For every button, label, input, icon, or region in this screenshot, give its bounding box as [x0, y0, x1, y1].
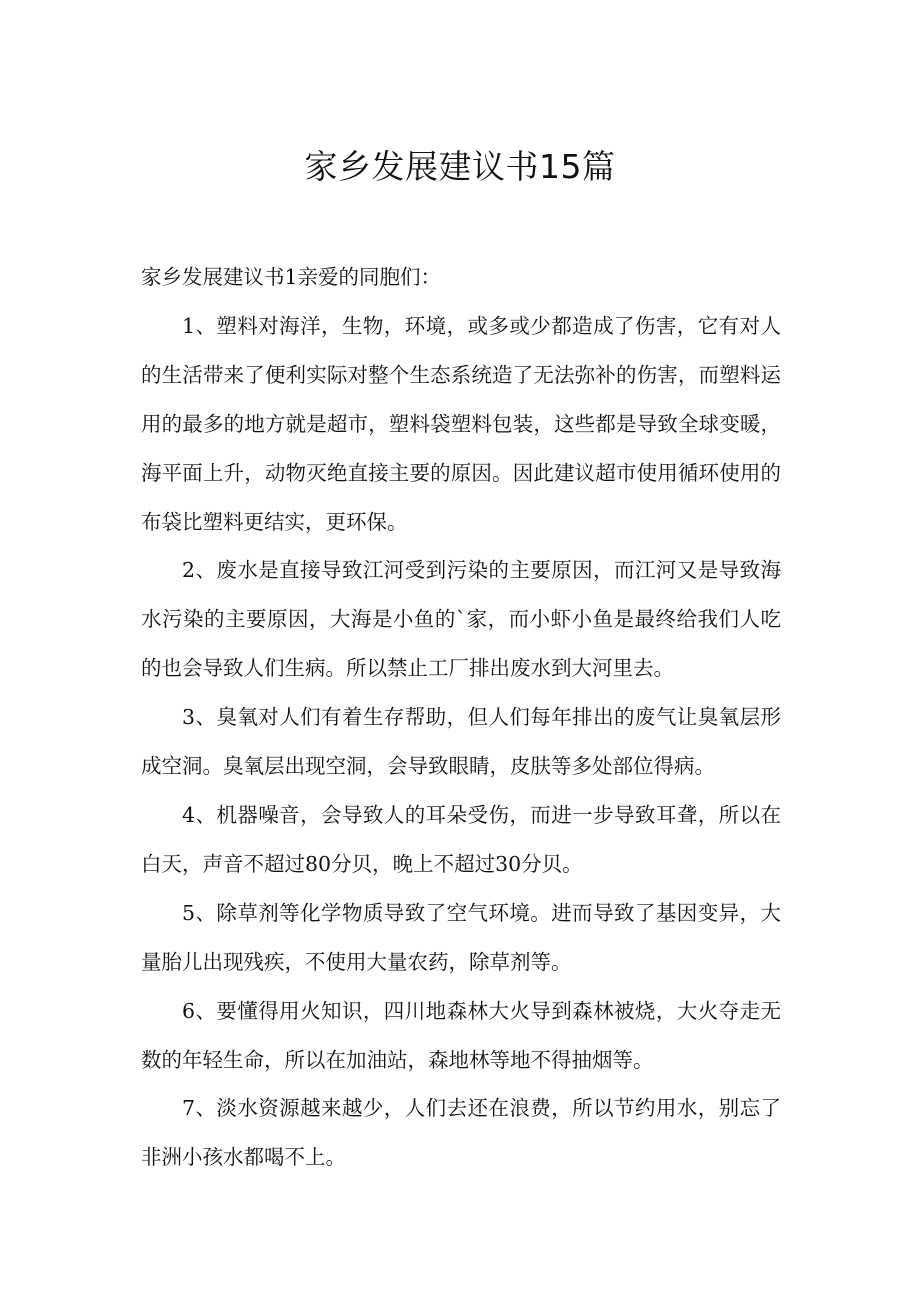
suggestion-paragraph-5: 5、除草剂等化学物质导致了空气环境。进而导致了基因变异，大量胎儿出现残疾，不使用大量农药，除草剂等。	[141, 900, 781, 974]
suggestion-paragraph-7: 7、淡水资源越来越少，人们去还在浪费，所以节约用水，别忘了非洲小孩水都喝不上。	[141, 1096, 781, 1170]
suggestion-paragraph-3: 3、臭氧对人们有着生存帮助，但人们每年排出的废气让臭氧层形成空洞。臭氧层出现空洞，会导致眼睛，皮肤等多处部位得病。	[141, 705, 781, 779]
page-title: 家乡发展建议书15篇	[304, 147, 616, 186]
suggestion-paragraph-2: 2、废水是直接导致江河受到污染的主要原因，而江河又是导致海水污染的主要原因，大海是小鱼的`家，而小虾小鱼是最终给我们人吃的也会导致人们生病。所以禁止工厂排出废水到大河里去。	[141, 558, 781, 681]
suggestion-paragraph-4: 4、机器噪音，会导致人的耳朵受伤，而进一步导致耳聋，所以在白天，声音不超过80分贝，晚上不超过30分贝。	[141, 802, 781, 876]
salutation-paragraph: 家乡发展建议书1亲爱的同胞们：	[141, 265, 442, 289]
suggestion-paragraph-6: 6、要懂得用火知识，四川地森林大火导到森林被烧，大火夺走无数的年轻生命，所以在加油站，森地林等地不得抽烟等。	[141, 998, 781, 1072]
document-body	[141, 253, 781, 1182]
suggestion-paragraph-1: 1、塑料对海洋，生物，环境，或多或少都造成了伤害，它有对人的生活带来了便利实际对整个生态系统造了无法弥补的伤害，而塑料运用的最多的地方就是超市，塑料袋塑料包装，这些都是导致全球变暖，海平面上升，动物灭绝直接主要的原因。因此建议超市使用循环使用的布袋比塑料更结实，更环保。	[141, 313, 781, 534]
